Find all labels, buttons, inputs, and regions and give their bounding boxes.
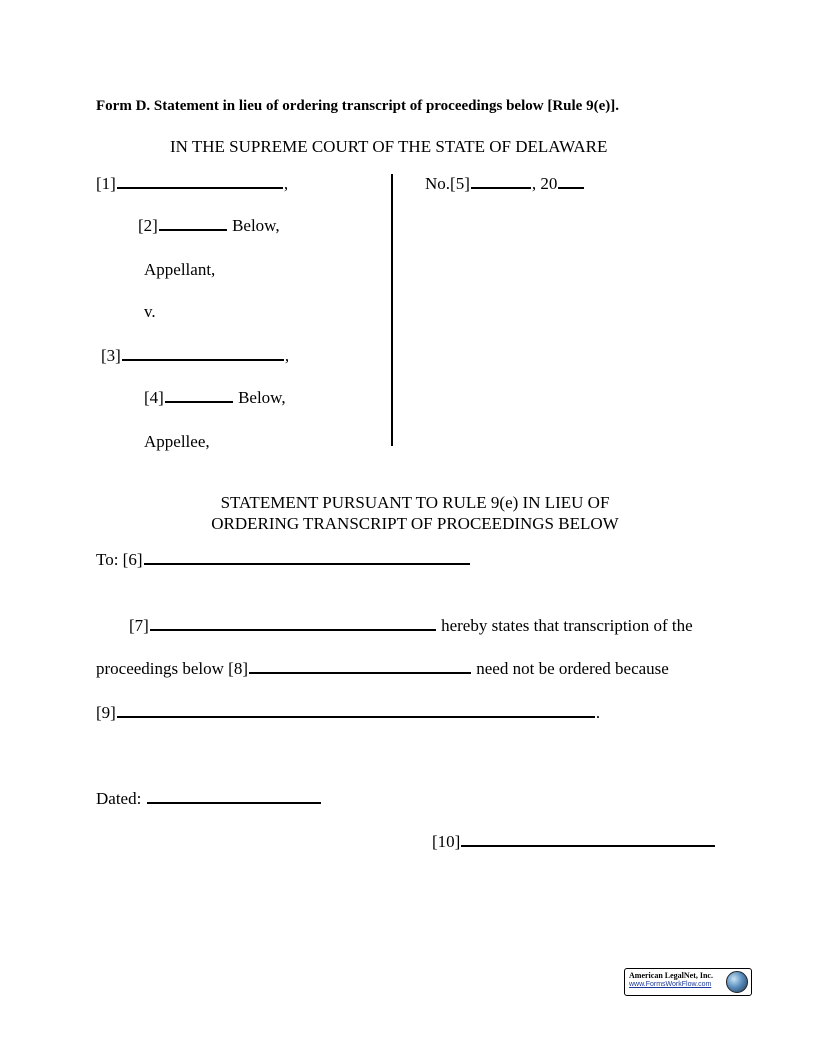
form-title: Form D. Statement in lieu of ordering transcript of proceedings below [Rule 9(e)]. <box>96 98 619 114</box>
proceedings-text: proceedings below [8] <box>96 659 249 678</box>
field-3-blank[interactable] <box>122 358 284 361</box>
case-number-label: No.[5] <box>425 174 470 193</box>
below-label: Below, <box>232 216 280 235</box>
caption-line-3 <box>101 346 289 366</box>
field-1-blank[interactable] <box>117 186 283 189</box>
court-heading: IN THE SUPREME COURT OF THE STATE OF DELAWARE <box>170 137 608 156</box>
field-2-blank[interactable] <box>159 228 227 231</box>
below-label: Below, <box>238 388 286 407</box>
case-number-line <box>425 174 585 194</box>
field-8-blank[interactable] <box>249 671 471 674</box>
caption-line-1 <box>96 174 288 194</box>
american-legalnet-logo[interactable] <box>624 968 752 996</box>
field-6-blank[interactable] <box>144 562 470 565</box>
states-text: hereby states that transcription of the <box>441 616 693 635</box>
year-prefix: , 20 <box>531 174 558 193</box>
caption-divider <box>391 174 393 446</box>
field-2-label: [2] <box>138 216 158 235</box>
field-7-label: [7] <box>129 616 149 635</box>
statement-heading-line-1: STATEMENT PURSUANT TO RULE 9(e) IN LIEU OF <box>220 493 610 512</box>
to-label: To: [6] <box>96 550 143 569</box>
globe-icon <box>726 971 748 993</box>
statement-line-2 <box>96 659 669 679</box>
statement-line-1 <box>129 616 693 636</box>
need-text: need not be ordered because <box>476 659 669 678</box>
logo-url[interactable]: www.FormsWorkFlow.com <box>629 981 712 988</box>
field-4-label: [4] <box>144 388 164 407</box>
field-1-label: [1] <box>96 174 116 193</box>
field-3-label: [3] <box>101 346 121 365</box>
signature-line <box>432 832 716 852</box>
appellant-label: Appellant, <box>144 260 216 279</box>
statement-heading-line-2: ORDERING TRANSCRIPT OF PROCEEDINGS BELOW <box>211 514 619 533</box>
versus-label: v. <box>144 302 156 321</box>
field-10-blank[interactable] <box>461 844 715 847</box>
period: . <box>595 703 601 722</box>
dated-line <box>96 789 322 809</box>
dated-blank[interactable] <box>147 801 321 804</box>
field-4-blank[interactable] <box>165 400 233 403</box>
statement-line-3 <box>96 703 600 723</box>
field-7-blank[interactable] <box>150 628 436 631</box>
logo-name: American LegalNet, Inc. <box>629 971 713 980</box>
field-10-label: [10] <box>432 832 461 851</box>
to-line <box>96 550 471 570</box>
appellee-label: Appellee, <box>144 432 210 451</box>
field-9-label: [9] <box>96 703 116 722</box>
dated-label: Dated: <box>96 789 142 808</box>
comma: , <box>283 174 289 193</box>
caption-line-2 <box>138 216 280 236</box>
case-number-blank[interactable] <box>471 186 531 189</box>
field-9-blank[interactable] <box>117 715 595 718</box>
caption-line-4 <box>144 388 286 408</box>
comma: , <box>284 346 290 365</box>
year-blank[interactable] <box>558 186 584 189</box>
